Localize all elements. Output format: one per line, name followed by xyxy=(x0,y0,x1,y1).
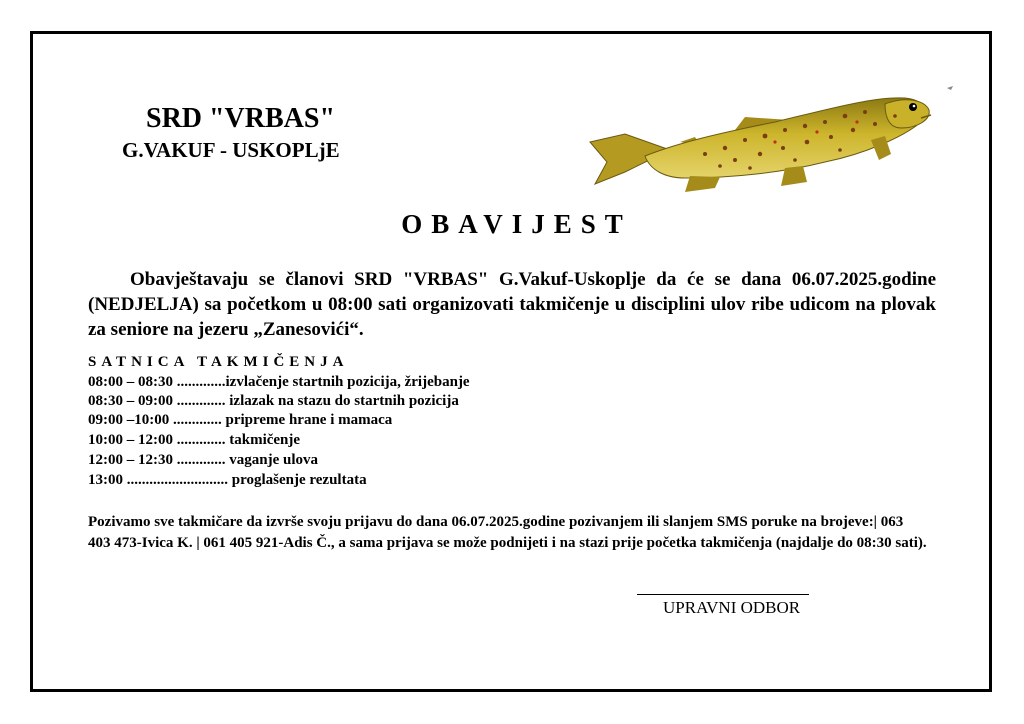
trout-illustration xyxy=(585,82,965,200)
schedule-row: 12:00 – 12:30 ............. vaganje ulova xyxy=(88,452,318,468)
intro-paragraph xyxy=(88,267,936,342)
schedule-row: 10:00 – 12:00 ............. takmičenje xyxy=(88,432,301,448)
signature-line xyxy=(637,594,809,595)
notice-title: OBAVIJEST xyxy=(401,209,632,239)
schedule-row: 08:00 – 08:30 .............izvlačenje startnih pozicija, žrijebanje xyxy=(88,374,470,390)
invitation-paragraph: Pozivamo sve takmičare da izvrše svoju prijavu do dana 06.07.2025.godine pozivanjem ili slanjem SMS poruke na brojeve:| 063 403 473-Ivica K. | 061 405 921-Adis Č., a sama prijava se može podnijeti i na stazi prije početka takmičenja (najdalje do 08:30 sati). xyxy=(88,514,927,551)
schedule-title: SATNICA TAKMIČENJA xyxy=(88,354,349,370)
org-place: G.VAKUF - USKOPLjE xyxy=(122,138,340,162)
signature: UPRAVNI ODBOR xyxy=(663,598,801,617)
schedule-row: 13:00 ........................... proglašenje rezultata xyxy=(88,472,367,488)
schedule-row: 08:30 – 09:00 ............. izlazak na stazu do startnih pozicija xyxy=(88,393,459,409)
schedule-row: 09:00 –10:00 ............. pripreme hrane i mamaca xyxy=(88,412,393,428)
org-name: SRD "VRBAS" xyxy=(146,103,336,134)
intro-text: Obavještavaju se članovi SRD "VRBAS" G.Vakuf-Uskoplje da će se dana 06.07.2025.godine (NEDJELJA) sa početkom u 08:00 sati organizovati takmičenje u disciplini ulov ribe udicom na plovak za seniore na jezeru „Zanesovići“. xyxy=(88,269,936,340)
